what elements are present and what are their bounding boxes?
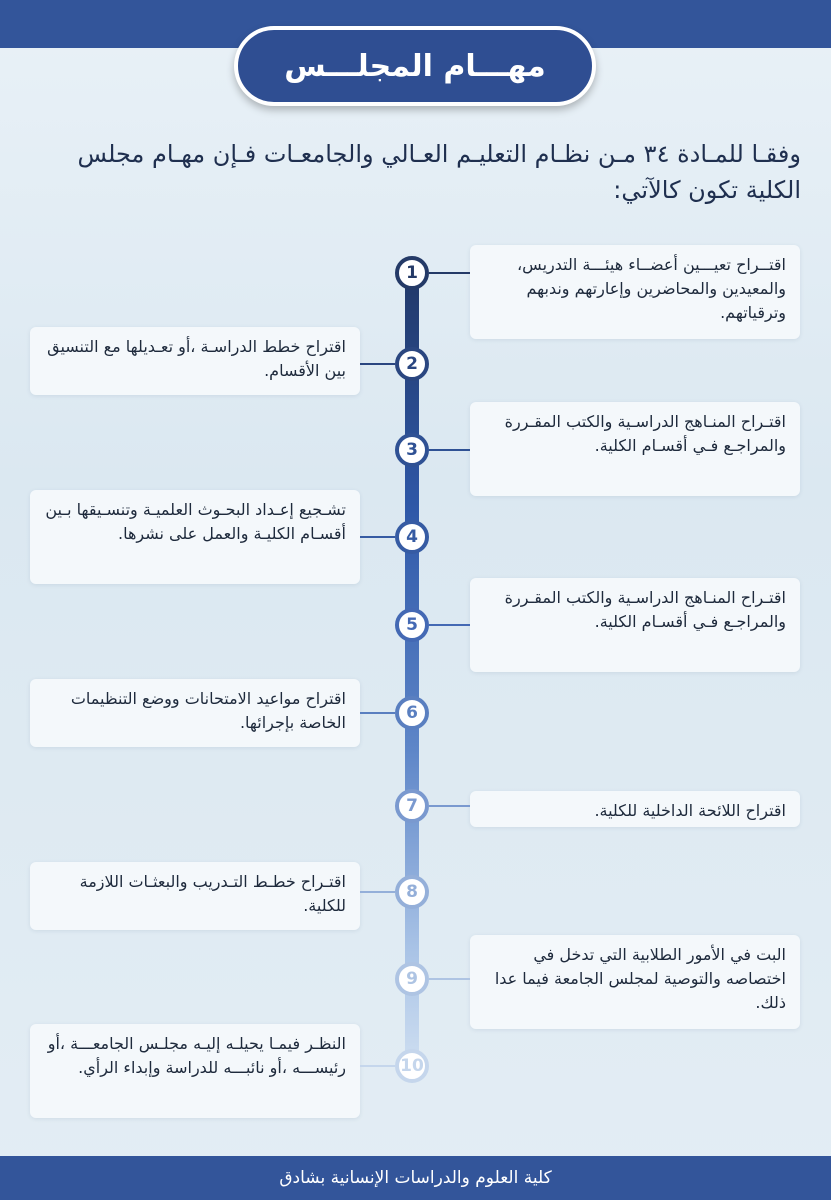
connector-line xyxy=(429,978,470,980)
step-number-badge: 10 xyxy=(395,1049,429,1083)
step-number-badge: 4 xyxy=(395,520,429,554)
timeline-card: اقتـراح المنـاهج الدراسـية والكتب المقـررة والمراجـع فـي أقسـام الكلية. xyxy=(470,402,800,496)
intro-text: وفقـا للمـادة ٣٤ مـن نظـام التعليـم العـالي والجامعـات فـإن مهـام مجلس الكلية تكون كالآتي: xyxy=(77,140,801,204)
timeline-card: اقتراح خطط الدراسـة ،أو تعـديلها مع التنسيق بين الأقسام. xyxy=(30,327,360,395)
timeline-card: اقتـراح المنـاهج الدراسـية والكتب المقـررة والمراجـع فـي أقسـام الكلية. xyxy=(470,578,800,672)
connector-line xyxy=(429,805,470,807)
connector-line xyxy=(429,272,470,274)
step-number-badge: 3 xyxy=(395,433,429,467)
connector-line xyxy=(360,363,395,365)
connector-line xyxy=(429,449,470,451)
connector-line xyxy=(360,891,395,893)
step-number-badge: 7 xyxy=(395,789,429,823)
timeline-card: اقتــراح تعيـــين أعضــاء هيئـــة التدريس، والمعيدين والمحاضرين وإعارتهم وندبهم وترقياتهم. xyxy=(470,245,800,339)
timeline-card: البت في الأمور الطلابية التي تدخل في اختصاصه والتوصية لمجلس الجامعة فيما عدا ذلك. xyxy=(470,935,800,1029)
step-number-badge: 2 xyxy=(395,347,429,381)
connector-line xyxy=(360,712,395,714)
page-title: مهـــام المجلـــس xyxy=(234,26,596,106)
connector-line xyxy=(360,1065,395,1067)
timeline-card: تشـجيع إعـداد البحـوث العلميـة وتنسـيقها بـين أقسـام الكليـة والعمل على نشرها. xyxy=(30,490,360,584)
timeline-card: النظـر فيمـا يحيلـه إليـه مجلـس الجامعـــة ،أو رئيســـه ،أو نائبـــه للدراسة وإبداء الرأي. xyxy=(30,1024,360,1118)
footer: كلية العلوم والدراسات الإنسانية بشادق xyxy=(0,1156,831,1200)
step-number-badge: 6 xyxy=(395,696,429,730)
connector-line xyxy=(429,624,470,626)
step-number-badge: 5 xyxy=(395,608,429,642)
connector-line xyxy=(360,536,395,538)
step-number-badge: 8 xyxy=(395,875,429,909)
timeline-card: اقتـراح خطـط التـدريب والبعثـات اللازمة للكلية. xyxy=(30,862,360,930)
step-number-badge: 9 xyxy=(395,962,429,996)
timeline-card: اقتراح اللائحة الداخلية للكلية. xyxy=(470,791,800,827)
timeline-card: اقتراح مواعيد الامتحانات ووضع التنظيمات الخاصة بإجرائها. xyxy=(30,679,360,747)
timeline-spine xyxy=(405,270,419,1070)
step-number-badge: 1 xyxy=(395,256,429,290)
